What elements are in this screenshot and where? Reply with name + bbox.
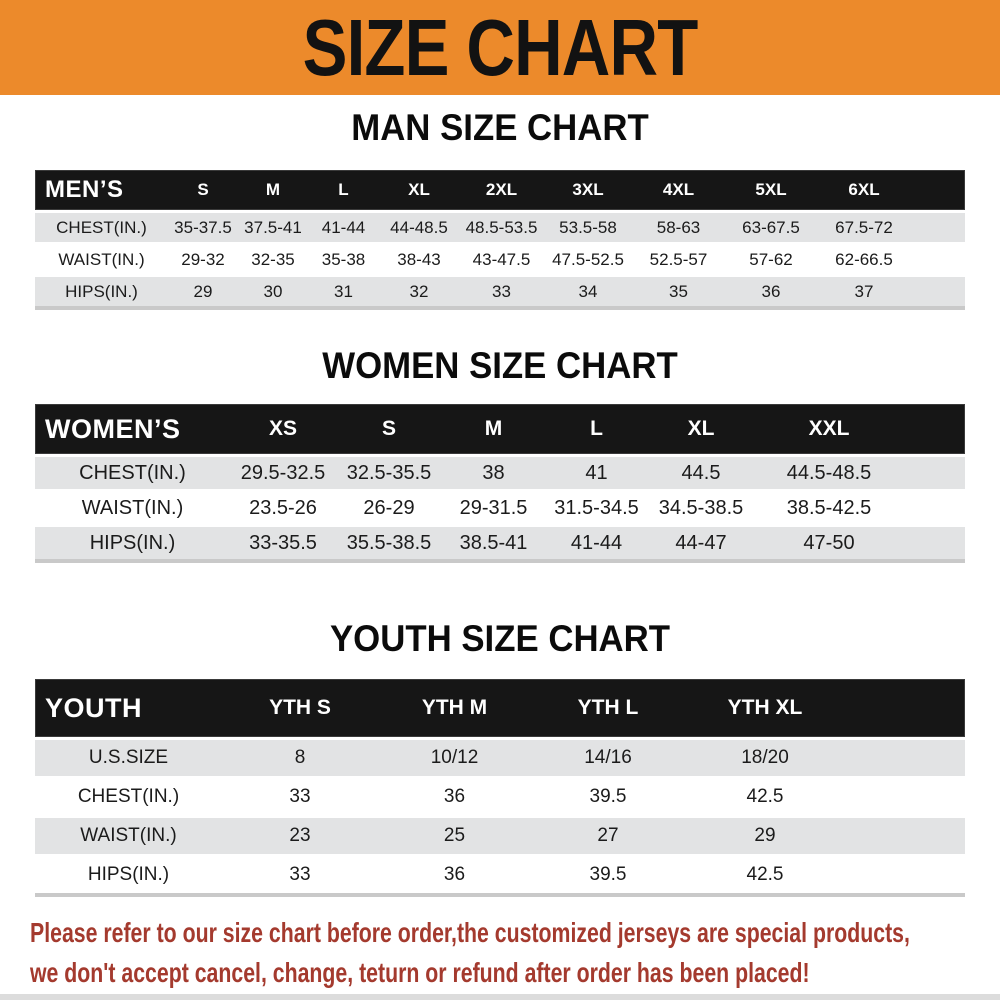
- size-cell: 67.5-72: [835, 217, 893, 237]
- size-cell: 29-32: [181, 249, 225, 269]
- size-cell: 29.5-32.5: [240, 461, 326, 484]
- women-size-chart-section: [0, 346, 1000, 563]
- size-cell: 42.5: [746, 786, 784, 807]
- size-cell: 44-48.5: [390, 217, 448, 237]
- bottom-edge-divider: [0, 994, 1000, 1000]
- size-cell: 39.5: [589, 786, 627, 807]
- size-cell: 37.5-41: [244, 217, 302, 237]
- table-row-chestin: [35, 457, 965, 489]
- table-row-waistin: [35, 245, 965, 274]
- size-cell: 52.5-57: [649, 249, 708, 269]
- size-cell: 53.5-58: [559, 217, 617, 237]
- size-cell: 33-35.5: [249, 531, 317, 554]
- column-header: YTH M: [421, 696, 488, 719]
- men-size-table: [35, 170, 965, 310]
- table-corner-label: YOUTH: [45, 692, 142, 723]
- size-cell: 33: [492, 281, 511, 301]
- row-label: WAIST(IN.): [80, 825, 177, 846]
- disclaimer-line-2: we don't accept cancel, change, teturn or refund after order has been placed!: [30, 957, 810, 988]
- row-label: CHEST(IN.): [56, 217, 147, 237]
- men-section-title: MAN SIZE CHART: [351, 107, 649, 148]
- column-header: M: [484, 417, 503, 440]
- column-header: L: [590, 417, 603, 440]
- size-cell: 29-31.5: [459, 496, 528, 519]
- youth-section-title: YOUTH SIZE CHART: [329, 618, 671, 659]
- banner-title: SIZE CHART: [302, 2, 698, 92]
- row-label: WAIST(IN.): [81, 496, 184, 519]
- women-size-table: [35, 404, 965, 563]
- size-cell: 43-47.5: [472, 249, 531, 269]
- column-header: M: [265, 180, 281, 199]
- size-cell: 34.5-38.5: [658, 496, 744, 519]
- size-cell: 30: [263, 281, 283, 301]
- size-cell: 29: [193, 281, 213, 301]
- size-cell: 25: [443, 825, 466, 846]
- size-cell: 42.5: [746, 864, 784, 885]
- women-table-header-bar: [35, 404, 965, 454]
- row-label: HIPS(IN.): [65, 281, 138, 301]
- size-cell: 44.5: [681, 461, 721, 484]
- size-cell: 47.5-52.5: [552, 249, 624, 269]
- column-header: 4XL: [662, 180, 695, 199]
- column-header: 3XL: [572, 180, 604, 199]
- size-cell: 62-66.5: [835, 249, 893, 269]
- column-header: S: [381, 417, 396, 440]
- size-cell: 29: [754, 825, 776, 846]
- table-corner-label: MEN’S: [45, 176, 124, 203]
- row-label: CHEST(IN.): [79, 461, 186, 484]
- youth-size-table: [35, 679, 965, 897]
- size-cell: 44-47: [675, 531, 727, 554]
- size-cell: 32.5-35.5: [346, 461, 432, 484]
- table-row-ussize: [35, 740, 965, 776]
- size-cell: 23.5-26: [249, 496, 317, 519]
- size-cell: 38.5-41: [459, 531, 528, 554]
- size-cell: 35.5-38.5: [346, 531, 432, 554]
- size-cell: 37: [854, 281, 874, 301]
- column-header: 2XL: [485, 180, 518, 199]
- size-cell: 41-44: [570, 531, 623, 554]
- size-cell: 41: [585, 461, 608, 484]
- size-cell: 32-35: [251, 249, 295, 269]
- size-cell: 38: [482, 461, 505, 484]
- table-corner-label: WOMEN’S: [45, 413, 181, 444]
- size-cell: 38.5-42.5: [786, 496, 872, 519]
- size-cell: 35: [669, 281, 688, 301]
- column-header: L: [338, 180, 349, 199]
- table-row-waistin: [35, 818, 965, 854]
- column-header: YTH XL: [727, 696, 803, 719]
- size-cell: 41-44: [321, 217, 366, 237]
- column-header: XXL: [808, 417, 850, 440]
- size-chart-banner: [0, 0, 1000, 95]
- column-header: 6XL: [848, 180, 880, 199]
- size-cell: 32: [409, 281, 429, 301]
- size-cell: 31: [334, 281, 353, 301]
- men-table-header-bar: [35, 170, 965, 210]
- column-header: YTH S: [269, 696, 331, 719]
- table-row-hipsin: [35, 857, 965, 893]
- size-cell: 31.5-34.5: [554, 496, 639, 519]
- column-header: S: [197, 180, 209, 199]
- size-cell: 27: [597, 825, 619, 846]
- row-label: HIPS(IN.): [87, 864, 170, 885]
- disclaimer-text: [30, 913, 1000, 993]
- row-label: CHEST(IN.): [77, 786, 180, 807]
- size-cell: 14/16: [584, 747, 632, 768]
- size-cell: 26-29: [363, 496, 415, 519]
- size-cell: 33: [289, 864, 311, 885]
- size-cell: 33: [289, 786, 311, 807]
- size-cell: 48.5-53.5: [465, 217, 538, 237]
- size-cell: 58-63: [656, 217, 701, 237]
- women-section-title: WOMEN SIZE CHART: [322, 345, 678, 386]
- table-row-hipsin: [35, 277, 965, 306]
- column-header: XL: [408, 180, 430, 199]
- column-header: XS: [268, 417, 297, 440]
- size-cell: 34: [578, 281, 598, 301]
- table-row-waistin: [35, 492, 965, 524]
- row-label: U.S.SIZE: [88, 747, 169, 768]
- size-cell: 44.5-48.5: [786, 461, 872, 484]
- size-cell: 47-50: [803, 531, 855, 554]
- size-cell: 39.5: [589, 864, 627, 885]
- column-header: 5XL: [755, 180, 787, 199]
- disclaimer-line-1: Please refer to our size chart before order,the customized jerseys are special products,: [30, 917, 910, 948]
- column-header: YTH L: [577, 696, 639, 719]
- column-header: XL: [687, 417, 715, 440]
- youth-table-header-bar: [35, 679, 965, 737]
- size-cell: 23: [289, 825, 311, 846]
- size-cell: 8: [294, 747, 306, 768]
- table-row-hipsin: [35, 527, 965, 559]
- youth-size-chart-section: [0, 619, 1000, 897]
- size-cell: 57-62: [749, 249, 793, 269]
- men-size-chart-section: [0, 108, 1000, 310]
- row-label: HIPS(IN.): [89, 531, 176, 554]
- row-label: WAIST(IN.): [58, 249, 145, 269]
- size-cell: 36: [761, 281, 781, 301]
- size-cell: 63-67.5: [742, 217, 800, 237]
- size-cell: 35-38: [321, 249, 366, 269]
- size-cell: 10/12: [430, 747, 479, 768]
- size-cell: 36: [443, 786, 466, 807]
- size-cell: 18/20: [741, 747, 789, 768]
- size-cell: 35-37.5: [174, 217, 232, 237]
- table-row-chestin: [35, 779, 965, 815]
- size-cell: 36: [443, 864, 466, 885]
- table-row-chestin: [35, 213, 965, 242]
- size-cell: 38-43: [397, 249, 441, 269]
